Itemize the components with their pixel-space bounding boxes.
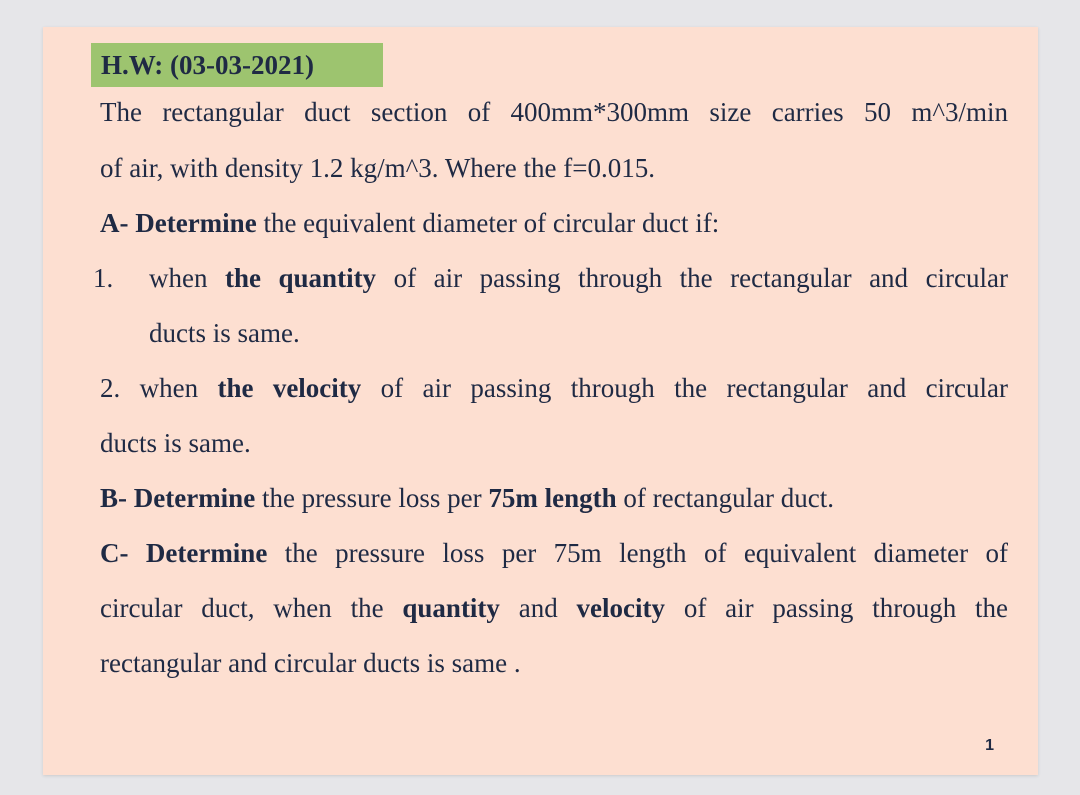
- part-c-line-2-pre: circular duct, when the: [100, 593, 403, 623]
- part-c-velocity: velocity: [576, 593, 666, 623]
- intro-line-2: of air, with density 1.2 kg/m^3. Where the f=0.015.: [100, 153, 655, 183]
- part-a-text: the equivalent diameter of circular duct if:: [256, 208, 720, 238]
- part-c-line-1-text: the pressure loss per 75m length of equivalent diameter of: [284, 538, 1008, 568]
- part-b-text-1: the pressure loss per: [255, 483, 489, 513]
- part-c-line-3: rectangular and circular ducts is same .: [100, 648, 521, 678]
- part-b-bold: 75m length: [488, 483, 617, 513]
- part-c-line-2: [100, 591, 1008, 625]
- item-1-pre: when: [149, 263, 226, 293]
- item-2-post: of air passing through the rectangular and circular: [380, 373, 1009, 403]
- item-1-line-1: [149, 261, 1008, 295]
- part-b-line: [100, 481, 1008, 515]
- item-2-pre: 2. when: [100, 373, 218, 403]
- homework-heading: H.W: (03-03-2021): [91, 43, 383, 87]
- document-page: [43, 27, 1038, 775]
- item-2-line-2: ducts is same.: [100, 428, 251, 458]
- page-number: 1: [985, 737, 994, 754]
- intro-line-1: The rectangular duct section of 400mm*300mm size carries 50 m^3/min: [100, 97, 1008, 127]
- part-a-label: A- Determine: [100, 208, 257, 238]
- item-1-post: of air passing through the rectangular and circular: [393, 263, 1009, 293]
- part-c-quantity: quantity: [402, 593, 500, 623]
- item-1-bold: the quantity: [225, 263, 377, 293]
- part-b-text-2: of rectangular duct.: [616, 483, 835, 513]
- part-b-label: B- Determine: [100, 483, 256, 513]
- item-2-bold: the velocity: [217, 373, 362, 403]
- part-c-line-1: [100, 536, 1008, 570]
- part-c-line-2-mid: and: [518, 593, 577, 623]
- part-c-line-2-post: of air passing through the: [683, 593, 1009, 623]
- part-a-line: [100, 206, 1008, 240]
- item-1-number: 1.: [93, 263, 114, 293]
- part-c-label: C- Determine: [100, 538, 268, 568]
- item-1-line-2: ducts is same.: [149, 318, 300, 348]
- item-2-line-1: [100, 371, 1008, 405]
